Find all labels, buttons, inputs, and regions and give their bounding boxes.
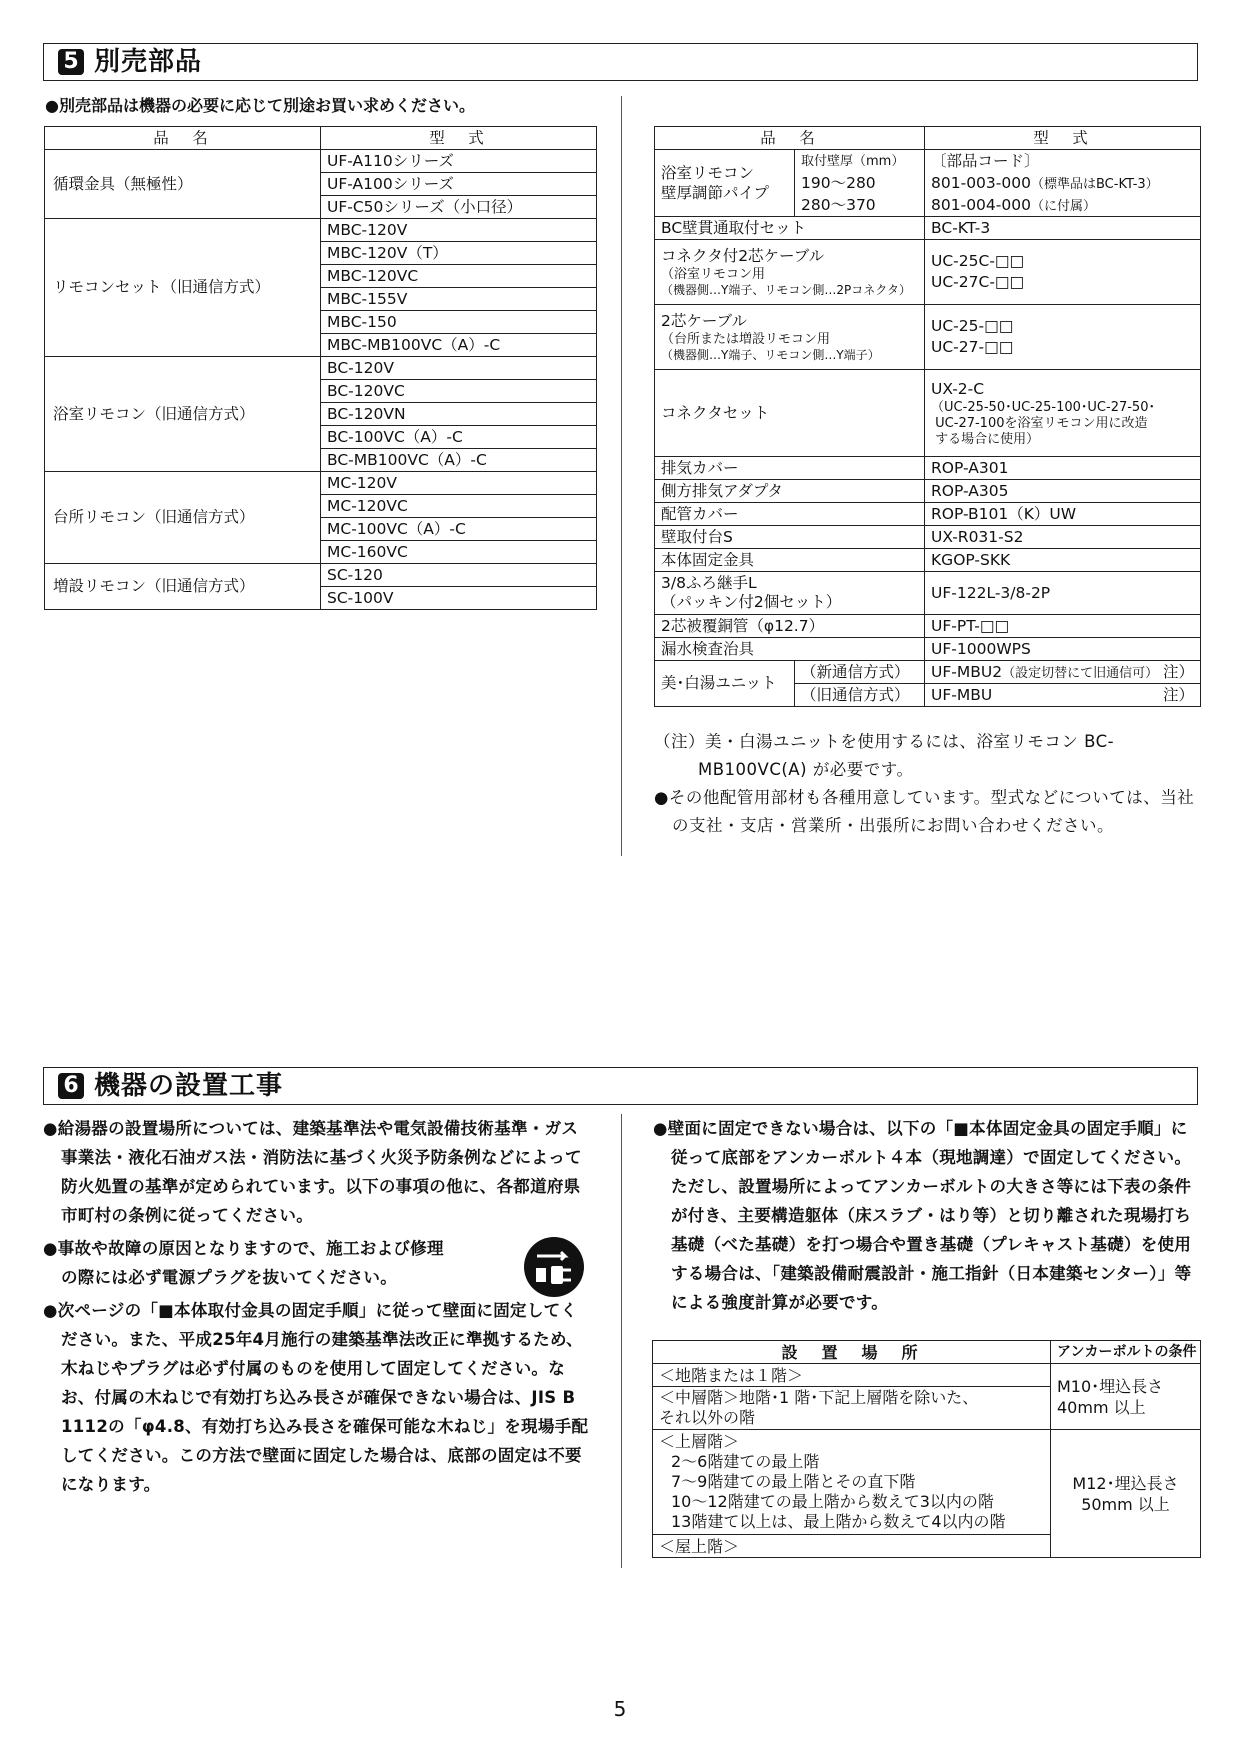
table-row — [655, 615, 1201, 638]
item-sub: （新通信方式） — [795, 661, 925, 684]
column-divider — [621, 1114, 622, 1568]
table-row — [655, 305, 1201, 370]
table-row — [45, 472, 597, 495]
table-row — [655, 150, 1201, 173]
item-model: UX-R031-S2 — [925, 526, 1201, 549]
section-5-header — [43, 43, 1198, 81]
model-name: UF-A110シリーズ — [321, 150, 597, 173]
table-row — [655, 240, 1201, 305]
model-name: BC-100VC（A）-C — [321, 426, 597, 449]
footnotes — [654, 728, 1200, 840]
table-row — [45, 219, 597, 242]
model-name: MC-120V — [321, 472, 597, 495]
group-name: 循環金具（無極性） — [45, 150, 321, 219]
item-sub: 280～370 — [795, 194, 925, 217]
table-row — [655, 480, 1201, 503]
item-model: ROP-A301 — [925, 457, 1201, 480]
item-model: 801-003-000（標準品はBC-KT-3） — [925, 172, 1201, 194]
model-name: BC-MB100VC（A）-C — [321, 449, 597, 472]
section-number: 5 — [58, 49, 84, 75]
table-row — [45, 564, 597, 587]
item-model: KGOP-SKK — [925, 549, 1201, 572]
model-name: MC-120VC — [321, 495, 597, 518]
model-name: UF-A100シリーズ — [321, 173, 597, 196]
section-6-header — [43, 1067, 1198, 1105]
item-sub: （旧通信方式） — [795, 684, 925, 707]
col-header-model: 型 式 — [925, 127, 1201, 150]
paragraph-unplug: ●事故や故障の原因となりますので、施工および修理 の際には必ず電源プラグを抜いてください。 — [43, 1234, 593, 1292]
unplug-icon — [523, 1236, 585, 1298]
install-text-right — [653, 1114, 1200, 1317]
model-name: BC-120VN — [321, 403, 597, 426]
table-row — [655, 549, 1201, 572]
group-name: 浴室リモコン（旧通信方式） — [45, 357, 321, 472]
group-name: 増設リモコン（旧通信方式） — [45, 564, 321, 610]
parts-table-right — [654, 126, 1201, 707]
table-row — [653, 1364, 1201, 1387]
col-header-model: 型 式 — [321, 127, 597, 150]
item-model: BC-KT-3 — [925, 217, 1201, 240]
paragraph-fire-prevention: ●給湯器の設置場所については、建築基準法や電気設備技術基準・ガス事業法・液化石油ガス法・消防法に基づく火災予防条例などによって防火処置の基準が定められています。以下の事項の他に、各都道府県市町村の条例に従ってください。 — [43, 1119, 582, 1225]
column-divider — [621, 96, 622, 856]
item-name: 本体固定金具 — [655, 549, 925, 572]
parts-table-left — [44, 126, 597, 610]
item-model: UC-25C-□□ UC-27C-□□ — [925, 240, 1201, 305]
item-model: ROP-B101（K）UW — [925, 503, 1201, 526]
footnote-other-parts: ●その他配管用部材も各種用意しています。型式などについては、当社の支社・支店・営業所・出張所にお問い合わせください。 — [654, 788, 1195, 835]
item-name: 壁取付台S — [655, 526, 925, 549]
item-name: 浴室リモコン 壁厚調節パイプ — [655, 150, 795, 217]
group-name: リモコンセット（旧通信方式） — [45, 219, 321, 357]
table-row — [45, 357, 597, 380]
table-row — [655, 526, 1201, 549]
model-name: MBC-MB100VC（A）-C — [321, 334, 597, 357]
model-name: UF-C50シリーズ（小口径） — [321, 196, 597, 219]
item-name: コネクタセット — [655, 370, 925, 457]
table-row — [655, 638, 1201, 661]
item-model: UF-1000WPS — [925, 638, 1201, 661]
table-row — [45, 150, 597, 173]
location: ＜屋上階＞ — [653, 1535, 1051, 1558]
item-sub: 取付壁厚（mm） — [795, 150, 925, 173]
item-name: 2芯被覆銅管（φ12.7） — [655, 615, 925, 638]
install-text-left — [43, 1114, 593, 1499]
item-sub: 190～280 — [795, 172, 925, 194]
item-name: 3/8ふろ継手L （パッキン付2個セット） — [655, 572, 925, 615]
section-title: 別売部品 — [94, 47, 203, 77]
section-number: 6 — [58, 1073, 84, 1099]
footnote-mbu: （注）美・白湯ユニットを使用するには、浴室リモコン BC-MB100VC(A) が必要です。 — [654, 732, 1115, 779]
item-name: 2芯ケーブル （台所または増設リモコン用 （機器側…Y端子、リモコン側…Y端子） — [655, 305, 925, 370]
paragraph-anchor-bolt: ●壁面に固定できない場合は、以下の「■本体固定金具の固定手順」に従って底部をアンカーボルト４本（現地調達）で固定してください。ただし、設置場所によってアンカーボルトの大きさ等には下表の条件が付き、主要構造躯体（床スラブ・はり等）と切り離された現場打ち基礎（べた基礎）を打つ場合や置き基礎（プレキャスト基礎）を使用する場合は、「建築設備耐震設計・施工指針（日本建築センター）」等による強度計算が必要です。 — [653, 1119, 1192, 1312]
col-header-condition: アンカーボルトの条件 — [1051, 1341, 1201, 1364]
section-note: ●別売部品は機器の必要に応じて別途お買い求めください。 — [45, 96, 475, 115]
page-number: 5 — [613, 1697, 627, 1721]
model-name: MBC-120V — [321, 219, 597, 242]
model-name: MBC-120V（T） — [321, 242, 597, 265]
location: ＜地階または１階＞ — [653, 1364, 1051, 1387]
model-name: MBC-120VC — [321, 265, 597, 288]
model-name: MBC-155V — [321, 288, 597, 311]
section-title: 機器の設置工事 — [94, 1071, 284, 1101]
col-header-name: 品 名 — [655, 127, 925, 150]
item-model: UF-MBU2（設定切替にて旧通信可） 注） — [925, 661, 1201, 684]
item-model: 801-004-000（に付属） — [925, 194, 1201, 217]
condition: M10･埋込長さ 40mm 以上 — [1051, 1364, 1201, 1430]
item-name: 側方排気アダプタ — [655, 480, 925, 503]
model-name: MC-100VC（A）-C — [321, 518, 597, 541]
table-row — [653, 1430, 1201, 1535]
item-name: BC壁貫通取付セット — [655, 217, 925, 240]
table-row — [655, 661, 1201, 684]
model-name: MC-160VC — [321, 541, 597, 564]
item-name: コネクタ付2芯ケーブル （浴室リモコン用 （機器側…Y端子、リモコン側…2Pコネクタ） — [655, 240, 925, 305]
item-name: 美･白湯ユニット — [655, 661, 795, 707]
item-model: 〔部品コード〕 — [925, 150, 1201, 173]
table-row — [655, 370, 1201, 457]
item-name: 漏水検査治具 — [655, 638, 925, 661]
item-name: 配管カバー — [655, 503, 925, 526]
location: ＜上層階＞ 2～6階建ての最上階 7～9階建ての最上階とその直下階 10～12階建ての最上階から数えて3以内の階 13階建て以上は、最上階から数えて4以内の階 — [653, 1430, 1051, 1535]
condition: M12･埋込長さ 50mm 以上 — [1051, 1430, 1201, 1558]
paragraph-wall-mount: ●次ページの「■本体取付金具の固定手順」に従って壁面に固定してください。また、平成25年4月施行の建築基準法改正に準拠するため、木ねじやプラグは必ず付属のものを使用して固定してください。なお、付属の木ねじで有効打ち込み長さが確保できない場合は、JIS B 1112の「φ4.8、有効打ち込み長さを確保可能な木ねじ」を現場手配してください。この方法で壁面に固定した場合は、底部の固定は不要になります。 — [43, 1301, 589, 1494]
group-name: 台所リモコン（旧通信方式） — [45, 472, 321, 564]
model-name: SC-120 — [321, 564, 597, 587]
table-row — [655, 457, 1201, 480]
item-name: 排気カバー — [655, 457, 925, 480]
model-name: MBC-150 — [321, 311, 597, 334]
item-model: UF-MBU 注） — [925, 684, 1201, 707]
col-header-name: 品 名 — [45, 127, 321, 150]
item-model: UF-122L-3/8-2P — [925, 572, 1201, 615]
item-model: UX-2-C （UC-25-50･UC-25-100･UC-27-50･ UC-27-100を浴室リモコン用に改造 する場合に使用） — [925, 370, 1201, 457]
item-model: ROP-A305 — [925, 480, 1201, 503]
table-row — [655, 572, 1201, 615]
model-name: SC-100V — [321, 587, 597, 610]
table-row — [655, 217, 1201, 240]
model-name: BC-120V — [321, 357, 597, 380]
item-model: UF-PT-□□ — [925, 615, 1201, 638]
table-row — [655, 503, 1201, 526]
item-model: UC-25-□□ UC-27-□□ — [925, 305, 1201, 370]
location: ＜中層階＞地階･1 階･下記上層階を除いた、 それ以外の階 — [653, 1387, 1051, 1430]
col-header-location: 設 置 場 所 — [653, 1341, 1051, 1364]
model-name: BC-120VC — [321, 380, 597, 403]
anchor-bolt-table — [652, 1340, 1201, 1558]
